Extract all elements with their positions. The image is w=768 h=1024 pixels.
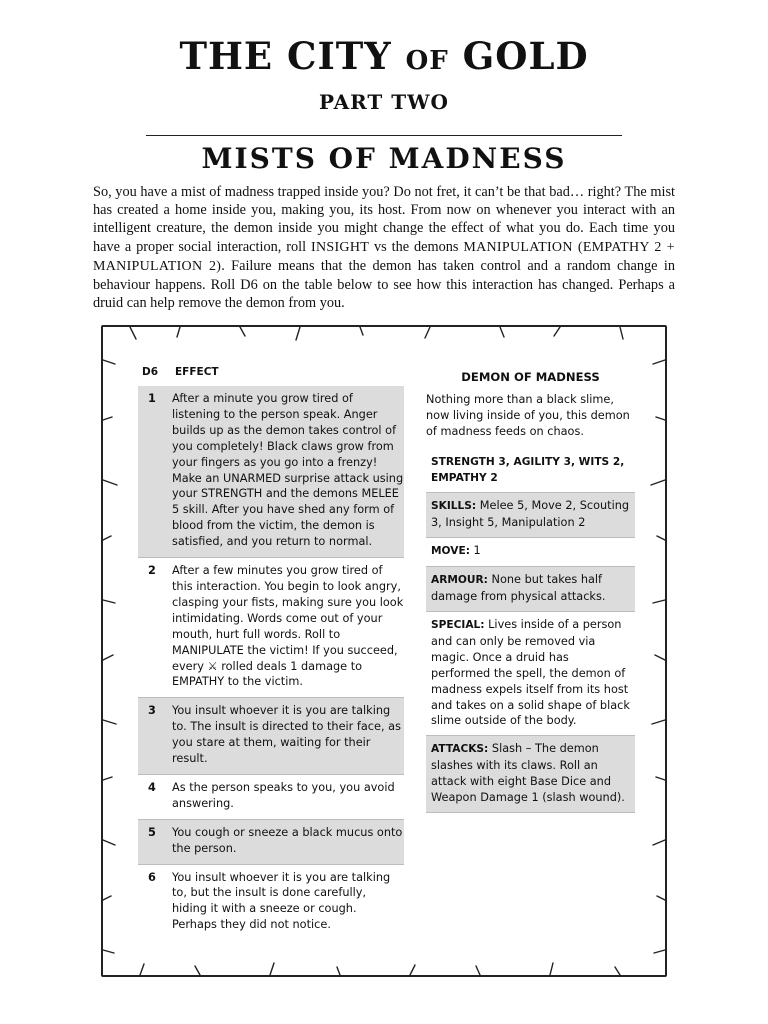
d6-table	[138, 360, 404, 940]
intro-vs: vs the demons	[369, 238, 464, 255]
intro-text-2: . Failure means that the demon has taken control and a random change in behaviour happens. Roll D6 on the table below to see how this interaction has changed. Perhaps a druid can help remove the demon from you.	[93, 257, 675, 312]
special-value: Lives inside of a person and can only be removed via magic. Once a druid has performed the spell, the demon of madness expels itself from its host and takes on a solid shape of black slime outside of the body.	[431, 617, 630, 728]
row-effect: You cough or sneeze a black mucus onto the person.	[172, 825, 403, 855]
row-effect: You insult whoever it is you are talking to. The insult is directed to their face, as you stare at them, waiting for their result.	[172, 704, 401, 766]
move-value: 1	[473, 544, 481, 558]
statblock-attributes: STRENGTH 3, AGILITY 3, WITS 2, EMPATHY 2	[426, 455, 635, 494]
section-title: MISTS OF MADNESS	[201, 142, 567, 175]
statblock-title: DEMON OF MADNESS	[461, 370, 600, 384]
table-row	[138, 386, 404, 558]
statblock-skills	[426, 493, 635, 538]
title-of: OF	[405, 46, 449, 76]
row-number: 3	[148, 704, 156, 718]
intro-paren: (EMPATHY 2 + MANIPULATION 2)	[93, 239, 675, 274]
row-effect: As the person speaks to you, you avoid answering.	[172, 780, 395, 810]
armour-value: None but takes half damage from physical attacks.	[431, 573, 606, 604]
skills-label: SKILLS:	[431, 500, 477, 513]
row-effect-part-a: After a few minutes you grow tired of this interaction. You begin to look angry, clasping your fists, making sure you look intimidating. Words come out of your mouth, hurt full words. Roll to MANIPULATE the victim! If you succeed, every	[172, 564, 404, 673]
row-effect-part-b: rolled deals 1 damage to EMPATHY to the victim.	[172, 659, 363, 689]
table-row	[138, 775, 404, 820]
row-number: 1	[148, 392, 156, 405]
statblock-move	[426, 538, 635, 567]
skills-value: Melee 5, Move 2, Scouting 3, Insight 5, Manipulation 2	[431, 499, 630, 530]
statblock-attacks	[426, 736, 635, 813]
col-d6-header: D6	[142, 366, 159, 379]
manipulation-term: MANIPULATION	[463, 239, 573, 255]
statblock-description: Nothing more than a black slime, now living inside of you, this demon of madness feeds on chaos.	[426, 392, 630, 438]
row-effect	[172, 563, 404, 690]
page-subtitle: PART TWO	[319, 90, 449, 114]
crossed-swords-icon: ⚔	[207, 659, 218, 673]
attacks-label: ATTACKS:	[431, 743, 489, 756]
table-header	[138, 360, 404, 386]
table-row	[138, 698, 404, 775]
title-part1: THE CITY	[179, 34, 392, 78]
title-part2: GOLD	[462, 34, 589, 78]
col-effect-header: EFFECT	[175, 366, 219, 379]
row-effect: You insult whoever it is you are talking to, but the insult is done carefully, hiding it with a sneeze or cough. Perhaps they did not notice.	[172, 870, 391, 932]
row-number: 4	[148, 780, 156, 794]
table-row	[138, 558, 404, 698]
row-number: 2	[148, 564, 156, 578]
insight-term: INSIGHT	[310, 239, 370, 255]
special-label: SPECIAL:	[431, 618, 485, 631]
armour-label: ARMOUR:	[431, 574, 488, 587]
table-row	[138, 820, 404, 865]
row-effect: After a minute you grow tired of listening to the person speak. Anger builds up as the demon takes control of you completely! Black claws grow from your fingers as you go into a frenzy! Make an UNARMED surprise attack using your STRENGTH and the demons MELEE 5 skill. After you have shed any form of blood from the victim, the demon is satisfied, and you return to normal.	[172, 392, 404, 549]
table-row	[138, 865, 404, 941]
statblock-armour	[426, 567, 635, 612]
statblock-special	[426, 612, 635, 736]
attacks-value: Slash – The demon slashes with its claws. Roll an attack with eight Base Dice and Weapon Damage 1 (slash wound).	[431, 742, 625, 805]
row-number: 5	[148, 825, 156, 839]
row-number: 6	[148, 870, 156, 884]
move-label: MOVE:	[431, 545, 470, 558]
demon-statblock	[426, 370, 635, 813]
intro-text-1: So, you have a mist of madness trapped inside you? Do not fret, it can’t be that bad… right? The mist has created a home inside you, making you, its host. From now on whenever you interact with an intelligent creature, the demon inside you might change the effect of what you do. Each time you have a proper social interaction, roll	[93, 184, 675, 255]
